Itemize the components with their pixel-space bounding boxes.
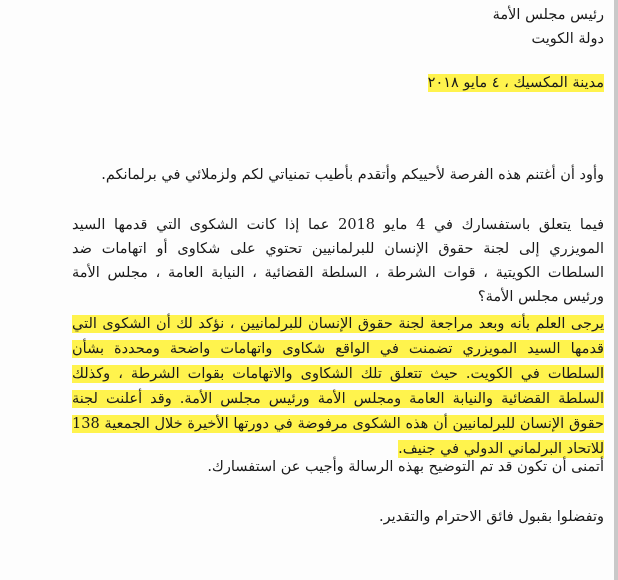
greeting-paragraph: وأود أن أغتنم هذه الفرصة لأحييكم وأتقدم بأطيب تمنياتي لكم ولزملائي في برلمانكم. bbox=[101, 167, 604, 183]
date-line-text: مدينة المكسيك ، ٤ مايو ٢٠١٨ bbox=[427, 75, 604, 91]
page-edge-shadow bbox=[614, 0, 618, 580]
recipient-country: دولة الكويت bbox=[531, 31, 604, 47]
response-paragraph-text: يرجى العلم بأنه وبعد مراجعة لجنة حقوق الإنسان للبرلمانيين ، نؤكد لك أن الشكوى التي قدمها السيد المويزري تضمنت في الواقع شكاوى واتهامات واضحة ومحددة بشأن السلطات في الكويت. حيث تتعلق تلك الشكاوى والاتهامات بقوات الشرطة ، وكذلك السلطة القضائية والنيابة العامة ومجلس الأمة ورئيس مجلس الأمة. وقد أعلنت لجنة حقوق الإنسان للبرلمانيين أن هذه الشكوى مرفوضة في دورتها الأخيرة خلال الجمعية 138 للاتحاد البرلماني الدولي في جنيف. bbox=[72, 316, 604, 457]
date-line bbox=[72, 72, 604, 95]
closing-paragraph: وتفضلوا بقبول فائق الاحترام والتقدير. bbox=[378, 509, 604, 525]
inquiry-paragraph: فيما يتعلق باستفسارك في 4 مايو 2018 عما إذا كانت الشكوى التي قدمها السيد المويزري إلى لجنة حقوق الإنسان للبرلمانيين تحتوي على شكاوى أو اتهامات ضد السلطات الكويتية ، قوات الشرطة ، السلطة القضائية ، النيابة العامة ، مجلس الأمة ورئيس مجلس الأمة؟ bbox=[72, 217, 605, 305]
response-paragraph bbox=[72, 312, 604, 462]
recipient-title: رئيس مجلس الأمة bbox=[492, 7, 604, 23]
hope-paragraph: أتمنى أن تكون قد تم التوضيح بهذه الرسالة وأجيب عن استفسارك. bbox=[207, 459, 604, 475]
